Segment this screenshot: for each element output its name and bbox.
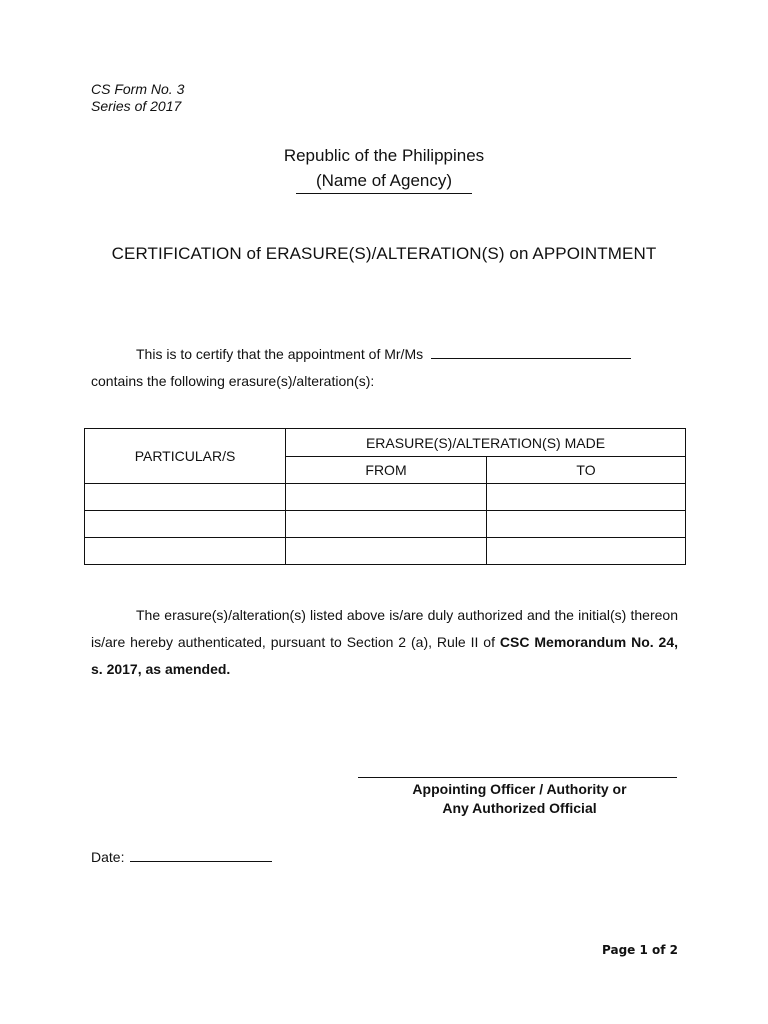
particular-cell[interactable] — [85, 511, 286, 538]
intro-line-2: contains the following erasure(s)/alteration(s): — [91, 373, 375, 389]
particular-cell[interactable] — [85, 484, 286, 511]
agency-heading-wrap — [0, 171, 768, 194]
from-header: FROM — [286, 457, 487, 484]
form-number: CS Form No. 3 — [91, 81, 185, 97]
from-cell[interactable] — [286, 538, 487, 565]
form-number-block — [91, 81, 184, 115]
table-row — [85, 484, 686, 511]
republic-heading: Republic of the Philippines — [283, 146, 485, 165]
particulars-header: PARTICULAR/S — [85, 429, 286, 484]
particular-cell[interactable] — [85, 538, 286, 565]
to-header: TO — [487, 457, 686, 484]
from-cell[interactable] — [286, 511, 487, 538]
authorization-text: The erasure(s)/alteration(s) listed above is/are duly authorized and the initial(s) thereon is/are hereby authenticated, pursuant to Section 2 (a), Rule II of — [91, 607, 678, 650]
form-series: Series of 2017 — [91, 98, 182, 114]
signatory-title: Appointing Officer / Authority or — [412, 781, 627, 797]
agency-name: (Name of Agency) — [296, 171, 472, 194]
intro-line-1 — [91, 341, 678, 368]
memorandum-reference: CSC Memorandum No. 24, s. 2017, as amended. — [91, 634, 679, 677]
authorization-paragraph — [91, 602, 678, 683]
appointee-name-field[interactable] — [431, 358, 631, 359]
from-cell[interactable] — [286, 484, 487, 511]
date-field[interactable] — [130, 861, 272, 862]
to-cell[interactable] — [487, 511, 686, 538]
signatory-subtitle: Any Authorized Official — [442, 800, 597, 816]
to-cell[interactable] — [487, 538, 686, 565]
date-row — [91, 849, 272, 865]
table-row — [85, 511, 686, 538]
page-number: Page 1 of 2 — [602, 943, 678, 957]
to-cell[interactable] — [487, 484, 686, 511]
table-row — [85, 538, 686, 565]
intro-paragraph — [91, 341, 678, 395]
signature-line[interactable] — [358, 777, 677, 778]
document-title: CERTIFICATION of ERASURE(S)/ALTERATION(S) on APPOINTMENT — [111, 244, 657, 263]
table-header-row — [85, 429, 686, 457]
signatory-block — [358, 780, 681, 818]
intro-text: This is to certify that the appointment of Mr/Ms — [136, 346, 424, 362]
erasure-table — [84, 428, 686, 565]
erasure-header: ERASURE(S)/ALTERATION(S) MADE — [286, 429, 686, 457]
date-label: Date: — [91, 849, 125, 865]
